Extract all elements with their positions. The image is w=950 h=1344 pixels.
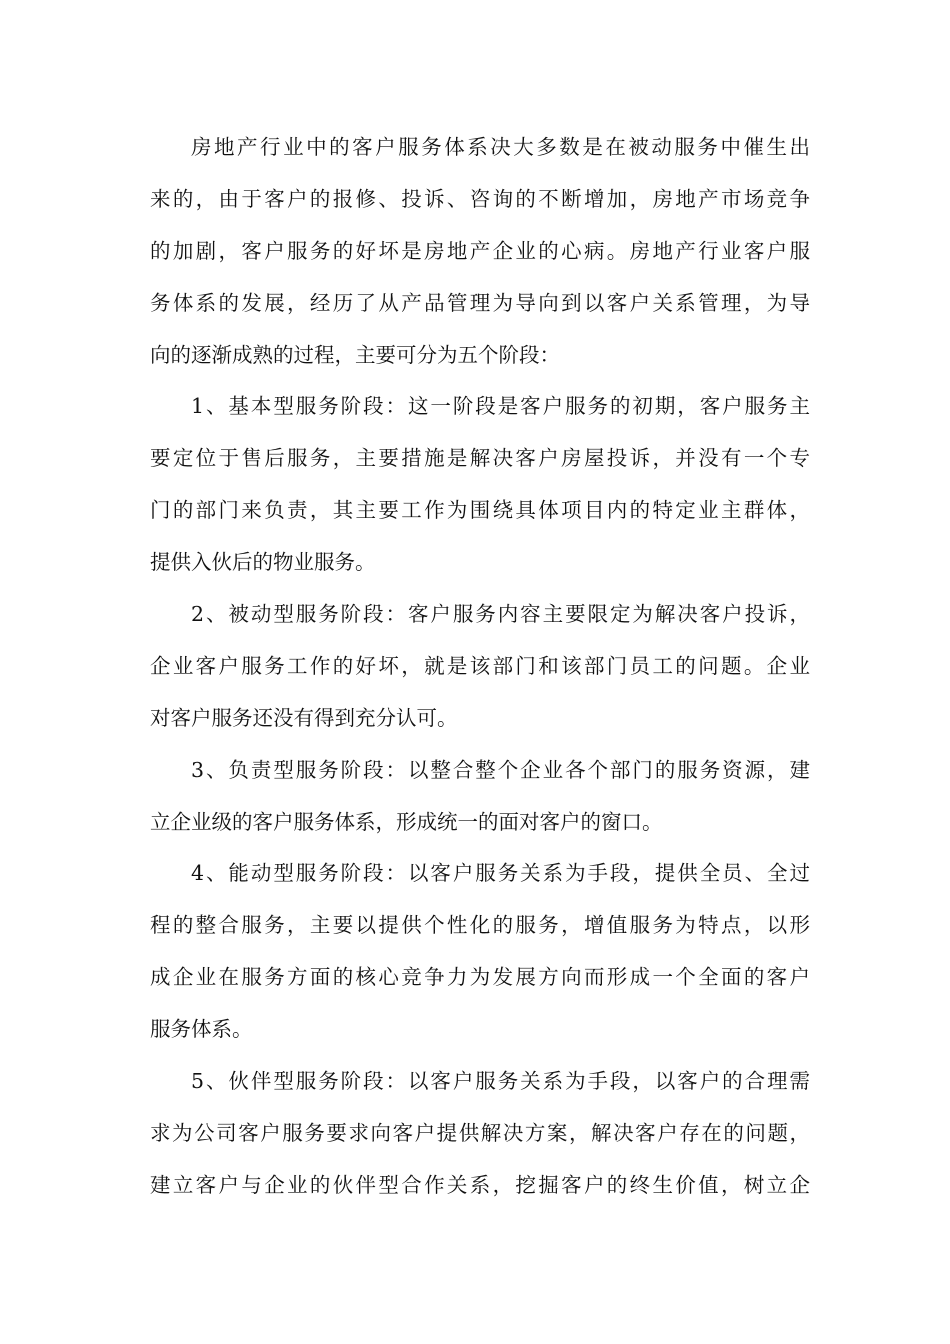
- text-line: 服务体系。: [150, 1017, 253, 1042]
- text-line: 3、负责型服务阶段：以整合整个企业各个部门的服务资源，建: [191, 757, 810, 782]
- text-line: 门的部门来负责，其主要工作为围绕具体项目内的特定业主群体，: [150, 498, 810, 523]
- text-line: 来的，由于客户的报修、投诉、咨询的不断增加，房地产市场竞争: [150, 186, 810, 211]
- text-line: 求为公司客户服务要求向客户提供解决方案，解决客户存在的问题，: [150, 1120, 810, 1145]
- text-line: 向的逐渐成熟的过程，主要可分为五个阶段：: [150, 342, 560, 367]
- text-line: 建立客户与企业的伙伴型合作关系，挖掘客户的终生价值，树立企: [150, 1172, 810, 1197]
- text-line: 企业客户服务工作的好坏，就是该部门和该部门员工的问题。企业: [150, 653, 810, 678]
- text-line: 5、伙伴型服务阶段：以客户服务关系为手段，以客户的合理需: [191, 1069, 810, 1094]
- paragraph-stage-1: [150, 381, 810, 589]
- paragraph-stage-2: [150, 589, 810, 745]
- text-line: 4、能动型服务阶段：以客户服务关系为手段，提供全员、全过: [191, 861, 810, 886]
- text-line: 成企业在服务方面的核心竞争力为发展方向而形成一个全面的客户: [150, 965, 810, 990]
- text-line: 要定位于售后服务，主要措施是解决客户房屋投诉，并没有一个专: [150, 446, 810, 471]
- text-line: 房地产行业中的客户服务体系决大多数是在被动服务中催生出: [191, 135, 810, 159]
- document-page: [150, 122, 810, 1212]
- text-line: 立企业级的客户服务体系，形成统一的面对客户的窗口。: [150, 809, 663, 834]
- text-line: 务体系的发展，经历了从产品管理为导向到以客户关系管理，为导: [150, 290, 810, 315]
- text-line: 对客户服务还没有得到充分认可。: [150, 705, 458, 730]
- text-line: 2、被动型服务阶段：客户服务内容主要限定为解决客户投诉，: [191, 602, 810, 627]
- paragraph-stage-3: [150, 745, 810, 849]
- text-line: 的加剧，客户服务的好坏是房地产企业的心病。房地产行业客户服: [150, 238, 810, 263]
- paragraph-stage-5: [150, 1056, 810, 1212]
- text-line: 提供入伙后的物业服务。: [150, 550, 376, 575]
- paragraph-stage-4: [150, 848, 810, 1056]
- paragraph-intro: [150, 122, 810, 381]
- text-line: 程的整合服务，主要以提供个性化的服务，增值服务为特点，以形: [150, 913, 810, 938]
- text-line: 1、基本型服务阶段：这一阶段是客户服务的初期，客户服务主: [191, 394, 810, 419]
